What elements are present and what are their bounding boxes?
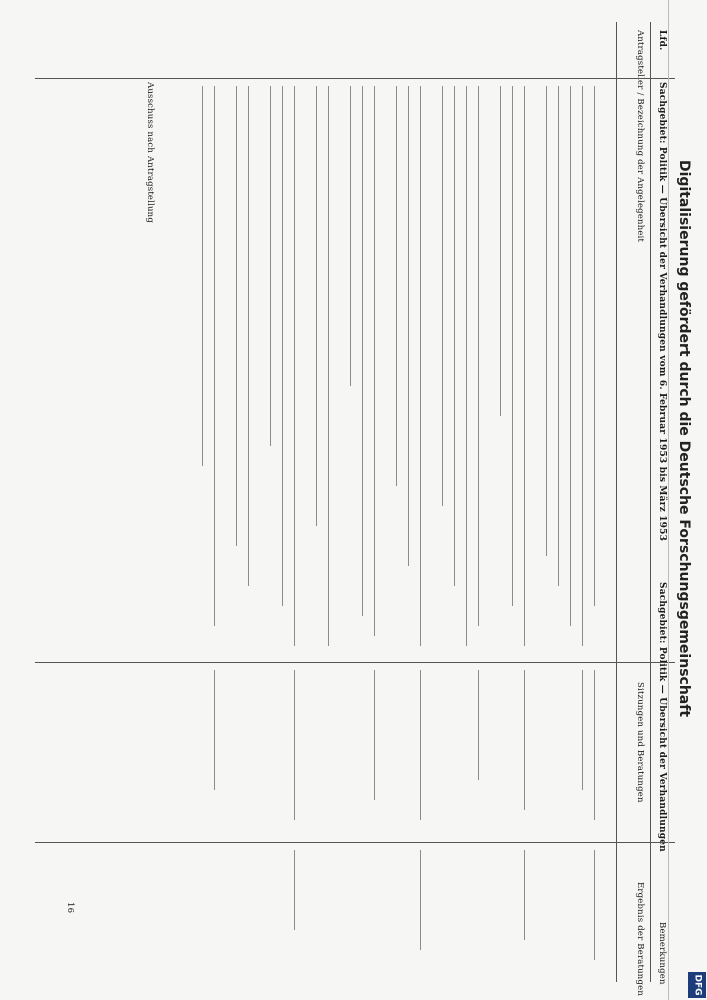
col-header-number: Lfd. [657,30,667,51]
column-divider [35,842,675,843]
dfg-logo [688,972,706,998]
page-number: 16 [65,902,75,914]
table-title-right: Sachgebiet: Politik — Übersicht der Verhandlungen [657,582,667,852]
column-divider [35,78,675,79]
rotated-table [35,22,675,996]
table-title-left: Sachgebiet: Politik — Übersicht der Verhandlungen vom 6. Februar 1953 bis März 1953 [657,82,667,542]
digitization-footer [676,160,694,990]
funding-notice: Digitalisierung gefördert durch die Deutsche Forschungsgemeinschaft [676,160,692,718]
rule [616,22,617,982]
rule [650,22,651,982]
footnote: Ausschuss nach Antragstellung [145,82,155,223]
column-divider [35,662,675,663]
col-header-origin: Antragsteller / Bezeichnung der Angelegenheit [635,30,645,243]
dfg-logo-text: DFG [692,974,703,996]
scan-edge [668,0,669,1000]
col-header-sessions: Sitzungen und Beratungen [635,682,645,803]
col-header-end: Bemerkungen [657,922,667,985]
col-header-result: Ergebnis der Beratungen [635,882,645,996]
